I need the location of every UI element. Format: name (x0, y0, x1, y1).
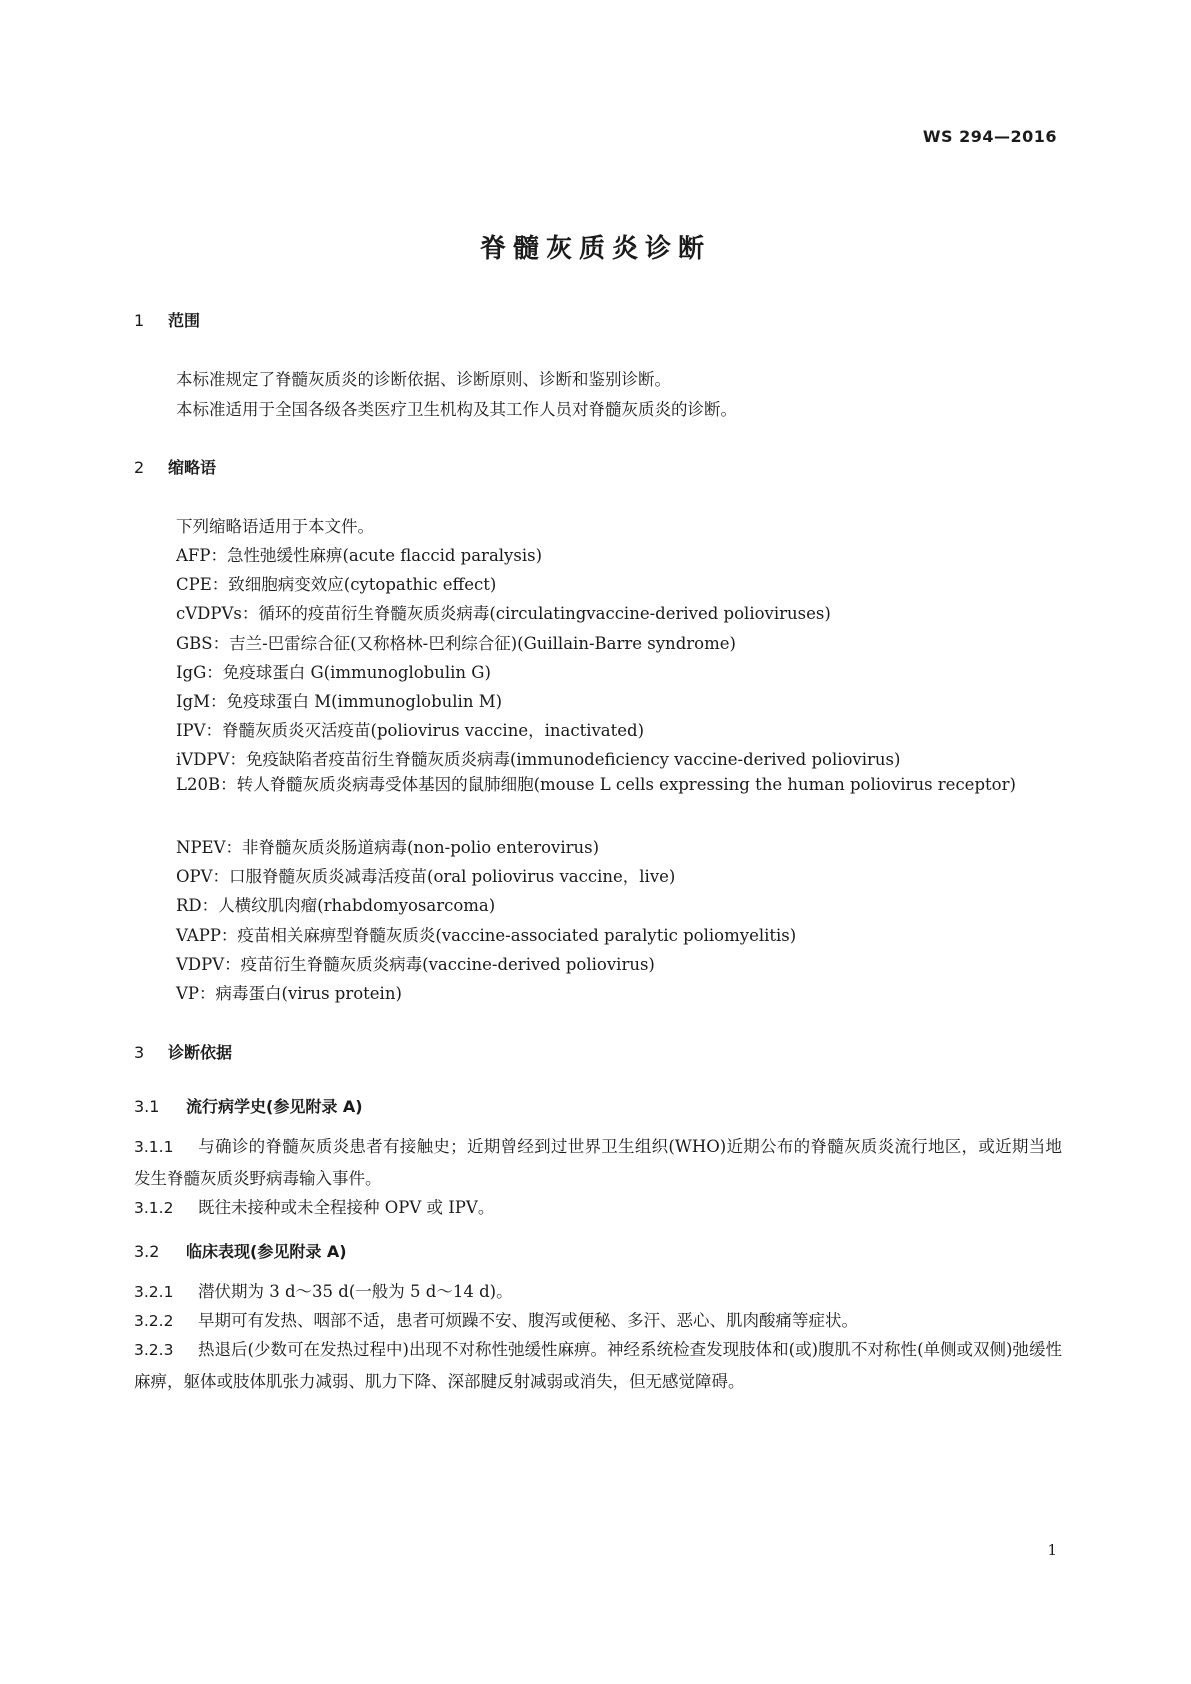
abbreviation-item: RD：人横纹肌肉瘤(rhabdomyosarcoma) (176, 896, 496, 915)
clause-3-2-3 (134, 1334, 1062, 1397)
section-title: 诊断依据 (168, 1043, 233, 1062)
subsection-number: 3.2 (134, 1242, 160, 1261)
clause-number: 3.2.2 (134, 1312, 174, 1330)
page-number: 1 (1047, 1541, 1057, 1559)
abbreviation-item: VDPV：疫苗衍生脊髓灰质炎病毒(vaccine-derived poliovirus) (176, 955, 655, 974)
section-1-heading (134, 308, 200, 331)
clause-text: 与确诊的脊髓灰质炎患者有接触史；近期曾经到过世界卫生组织(WHO)近期公布的脊髓灰质炎流行地区，或近期当地发生脊髓灰质炎野病毒输入事件。 (134, 1137, 1062, 1188)
clause-number: 3.1.1 (134, 1138, 174, 1156)
abbreviation-item-wrapped (134, 770, 1062, 799)
document-title: 脊髓灰质炎诊断 (479, 234, 711, 264)
section-title: 范围 (168, 311, 201, 330)
abbreviation-item: AFP：急性弛缓性麻痹(acute flaccid paralysis) (176, 546, 543, 565)
clause-number: 3.2.1 (134, 1283, 174, 1301)
clause-3-2-1 (134, 1276, 1062, 1308)
abbreviation-item: iVDPV：免疫缺陷者疫苗衍生脊髓灰质炎病毒(immunodeficiency vaccine-derived poliovirus) (176, 750, 901, 769)
section-number: 3 (134, 1043, 145, 1062)
abbreviation-item: NPEV：非脊髓灰质炎肠道病毒(non-polio enterovirus) (176, 838, 600, 857)
subsection-number: 3.1 (134, 1097, 160, 1116)
clause-3-1-1 (134, 1131, 1062, 1194)
abbreviation-item: cVDPVs：循环的疫苗衍生脊髓灰质炎病毒(circulatingvaccine-derived polioviruses) (176, 604, 831, 623)
abbreviation-item: VP：病毒蛋白(virus protein) (176, 984, 402, 1003)
standard-code: WS 294—2016 (922, 127, 1057, 146)
section-3-heading (134, 1040, 232, 1063)
section-number: 1 (134, 311, 145, 330)
abbreviation-item: OPV：口服脊髓灰质炎减毒活疫苗(oral poliovirus vaccine，live) (176, 867, 676, 886)
clause-number: 3.2.3 (134, 1341, 174, 1359)
abbreviation-item: IPV：脊髓灰质炎灭活疫苗(poliovirus vaccine，inactivated) (176, 721, 645, 740)
clause-number: 3.1.2 (134, 1199, 174, 1217)
section-title: 缩略语 (168, 458, 217, 477)
abbreviation-item: CPE：致细胞病变效应(cytopathic effect) (176, 575, 497, 594)
abbreviation-item: L20B：转人脊髓灰质炎病毒受体基因的鼠肺细胞(mouse L cells expressing the human poliovirus receptor) (176, 775, 1016, 794)
clause-text: 既往未接种或未全程接种 OPV 或 IPV。 (198, 1198, 495, 1217)
clause-text: 潜伏期为 3 d～35 d(一般为 5 d～14 d)。 (198, 1282, 513, 1301)
subsection-3-2-heading (134, 1239, 347, 1262)
subsection-title: 流行病学史(参见附录 A) (186, 1097, 363, 1116)
scope-paragraph-2: 本标准适用于全国各级各类医疗卫生机构及其工作人员对脊髓灰质炎的诊断。 (176, 400, 737, 419)
scope-paragraph-1: 本标准规定了脊髓灰质炎的诊断依据、诊断原则、诊断和鉴别诊断。 (176, 370, 671, 389)
abbreviation-item: GBS：吉兰-巴雷综合征(又称格林-巴利综合征)(Guillain-Barre syndrome) (176, 634, 736, 653)
subsection-title: 临床表现(参见附录 A) (186, 1242, 347, 1261)
abbreviation-item: IgM：免疫球蛋白 M(immunoglobulin M) (176, 692, 503, 711)
abbreviation-item: VAPP：疫苗相关麻痹型脊髓灰质炎(vaccine-associated paralytic poliomyelitis) (176, 926, 797, 945)
section-2-heading (134, 455, 216, 478)
abbreviation-item: IgG：免疫球蛋白 G(immunoglobulin G) (176, 663, 491, 682)
clause-3-2-2 (134, 1305, 1062, 1337)
clause-text: 早期可有发热、咽部不适，患者可烦躁不安、腹泻或便秘、多汗、恶心、肌肉酸痛等症状。 (198, 1311, 858, 1330)
clause-text: 热退后(少数可在发热过程中)出现不对称性弛缓性麻痹。神经系统检查发现肢体和(或)腹肌不对称性(单侧或双侧)弛缓性麻痹，躯体或肢体肌张力减弱、肌力下降、深部腱反射减弱或消失，但无感觉障碍。 (134, 1340, 1062, 1391)
section-number: 2 (134, 458, 145, 477)
subsection-3-1-heading (134, 1094, 363, 1117)
clause-3-1-2 (134, 1192, 1062, 1224)
abbreviations-intro: 下列缩略语适用于本文件。 (176, 517, 374, 536)
